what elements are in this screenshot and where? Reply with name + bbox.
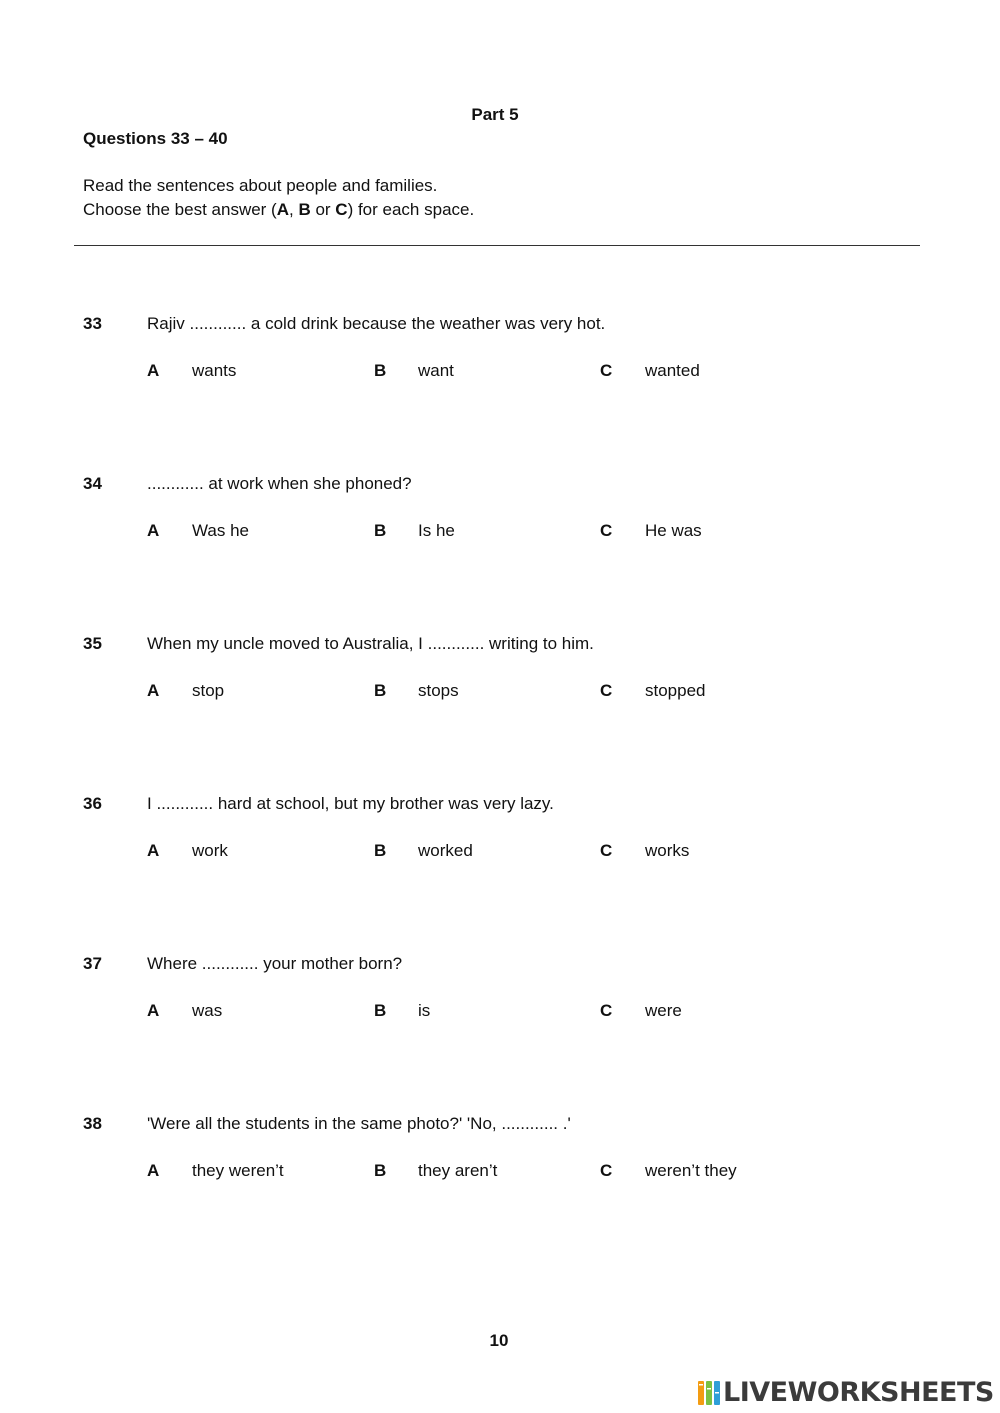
option-letter-a[interactable]: A [147, 1001, 160, 1020]
liveworksheets-logo[interactable] [697, 1376, 994, 1410]
option-letter-c[interactable]: C [600, 521, 613, 540]
question-number: 33 [83, 314, 102, 333]
part-title: Part 5 [471, 105, 519, 124]
instruction-letter-b: B [298, 200, 311, 219]
option-letter-c[interactable]: C [600, 681, 613, 700]
option-text-c[interactable]: stopped [645, 681, 706, 700]
option-letter-a[interactable]: A [147, 841, 160, 860]
option-letter-b[interactable]: B [374, 521, 387, 540]
option-text-a[interactable]: stop [192, 681, 225, 700]
question-text: When my uncle moved to Australia, I ............ writing to him. [147, 634, 594, 653]
question-number: 37 [83, 954, 102, 973]
question-text: ............ at work when she phoned? [147, 474, 412, 493]
option-text-c[interactable]: weren’t they [645, 1161, 737, 1180]
option-letter-a[interactable]: A [147, 681, 160, 700]
option-text-b[interactable]: is [418, 1001, 431, 1020]
liveworksheets-logo-icon [697, 1379, 721, 1407]
option-text-a[interactable]: Was he [192, 521, 250, 540]
option-letter-b[interactable]: B [374, 681, 387, 700]
option-letter-c[interactable]: C [600, 1161, 613, 1180]
option-text-b[interactable]: they aren’t [418, 1161, 498, 1180]
instruction-letter-c: C [335, 200, 348, 219]
option-text-b[interactable]: Is he [418, 521, 455, 540]
option-letter-c[interactable]: C [600, 361, 613, 380]
option-text-b[interactable]: worked [418, 841, 473, 860]
question-text: Rajiv ............ a cold drink because the weather was very hot. [147, 314, 606, 333]
instruction-text: ) for each space. [347, 200, 475, 219]
question-text: I ............ hard at school, but my brother was very lazy. [147, 794, 554, 813]
question-number: 35 [83, 634, 102, 653]
option-letter-b[interactable]: B [374, 1161, 387, 1180]
logo-text: LIVEWORKSHEETS [723, 1377, 994, 1408]
option-text-c[interactable]: He was [645, 521, 702, 540]
option-letter-b[interactable]: B [374, 361, 387, 380]
instruction-text: Choose the best answer ( [83, 200, 277, 219]
option-text-a[interactable]: work [192, 841, 228, 860]
option-text-b[interactable]: want [418, 361, 454, 380]
option-letter-c[interactable]: C [600, 1001, 613, 1020]
option-text-c[interactable]: works [645, 841, 690, 860]
instruction-line-2 [83, 200, 474, 220]
question-number: 36 [83, 794, 102, 813]
option-text-a[interactable]: they weren’t [192, 1161, 284, 1180]
questions-range: Questions 33 – 40 [83, 129, 228, 148]
option-text-a[interactable]: was [192, 1001, 223, 1020]
option-text-c[interactable]: were [645, 1001, 682, 1020]
option-letter-c[interactable]: C [600, 841, 613, 860]
option-text-c[interactable]: wanted [645, 361, 700, 380]
option-letter-b[interactable]: B [374, 1001, 387, 1020]
page-number: 10 [489, 1331, 509, 1350]
option-letter-a[interactable]: A [147, 521, 160, 540]
instruction-text: , [289, 200, 299, 219]
option-text-a[interactable]: wants [192, 361, 237, 380]
option-letter-b[interactable]: B [374, 841, 387, 860]
question-number: 34 [83, 474, 102, 493]
option-text-b[interactable]: stops [418, 681, 459, 700]
instruction-text: or [310, 200, 336, 219]
instruction-letter-a: A [276, 200, 289, 219]
instruction-line-1: Read the sentences about people and families. [83, 176, 438, 195]
option-letter-a[interactable]: A [147, 1161, 160, 1180]
question-text: 'Were all the students in the same photo?' 'No, ............ .' [147, 1114, 571, 1133]
question-number: 38 [83, 1114, 102, 1133]
option-letter-a[interactable]: A [147, 361, 160, 380]
divider-line [74, 245, 920, 246]
question-text: Where ............ your mother born? [147, 954, 403, 973]
